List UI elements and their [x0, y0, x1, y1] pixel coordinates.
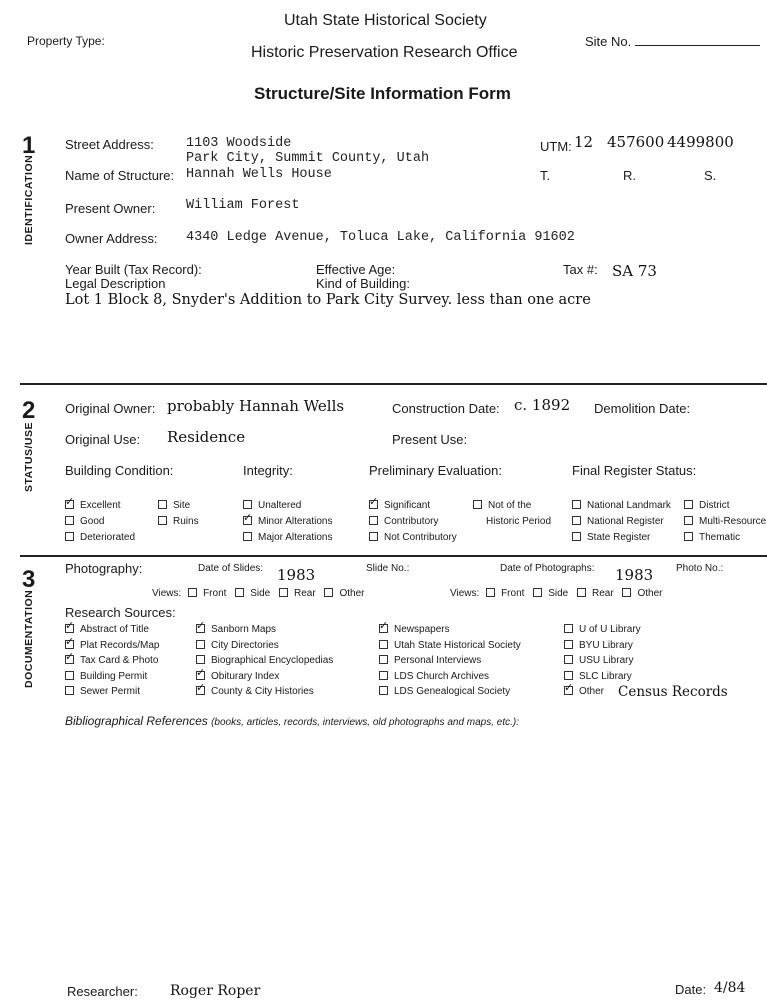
checkbox-district[interactable]: District [684, 500, 730, 511]
source-u-of-u-library[interactable]: U of U Library [564, 624, 641, 635]
checkbox-icon [65, 624, 74, 633]
checkbox-icon [684, 532, 693, 541]
source-newspapers[interactable]: ✓Newspapers [379, 624, 450, 635]
checkbox-icon [65, 532, 74, 541]
research-sources-label: Research Sources: [65, 605, 176, 620]
checkbox-excellent[interactable]: ✓Excellent [65, 500, 121, 511]
legal-description-value: Lot 1 Block 8, Snyder's Addition to Park City Survey. less than one acre [65, 292, 591, 308]
checkbox-icon [65, 640, 74, 649]
checkbox-national-register[interactable]: National Register [572, 516, 664, 527]
checkbox-icon[interactable] [486, 588, 495, 597]
photo-no-label: Photo No.: [676, 563, 724, 574]
checkbox-icon [379, 624, 388, 633]
section-divider-2 [20, 555, 767, 557]
source-building-permit[interactable]: Building Permit [65, 671, 147, 682]
preliminary-evaluation-label: Preliminary Evaluation: [369, 463, 502, 478]
checkbox-state-register[interactable]: State Register [572, 532, 650, 543]
checkbox-icon [243, 516, 252, 525]
checkbox-icon [158, 500, 167, 509]
owner-address-value: 4340 Ledge Avenue, Toluca Lake, California 91602 [186, 230, 575, 245]
structure-name-label: Name of Structure: [65, 168, 175, 183]
street-address-line1: 1103 Woodside [186, 136, 292, 151]
checkbox-good[interactable]: Good [65, 516, 104, 527]
checkbox-significant[interactable]: ✓Significant [369, 500, 430, 511]
org-title: Utah State Historical Society [284, 12, 487, 29]
original-use-label: Original Use: [65, 432, 141, 447]
checkbox-icon [473, 500, 482, 509]
checkbox-icon[interactable] [324, 588, 333, 597]
section-divider-1 [20, 383, 767, 385]
checkbox-icon [158, 516, 167, 525]
structure-name-value: Hannah Wells House [186, 167, 332, 182]
effective-age-label: Effective Age: [316, 262, 396, 277]
year-built-label: Year Built (Tax Record): [65, 262, 202, 277]
checkbox-national-landmark[interactable]: National Landmark [572, 500, 671, 511]
checkbox-site[interactable]: Site [158, 500, 190, 511]
street-address-label: Street Address: [65, 137, 154, 152]
checkbox-icon [564, 624, 573, 633]
property-type-label: Property Type: [27, 34, 105, 48]
form-title: Structure/Site Information Form [254, 84, 511, 103]
checkbox-contributory[interactable]: Contributory [369, 516, 438, 527]
checkbox-not-contributory[interactable]: Not Contributory [369, 532, 457, 543]
researcher-label: Researcher: [67, 984, 138, 999]
checkbox-icon[interactable] [279, 588, 288, 597]
checkbox-icon[interactable] [622, 588, 631, 597]
slide-no-label: Slide No.: [366, 563, 410, 574]
checkbox-icon [65, 671, 74, 680]
checkbox-icon [196, 624, 205, 633]
present-use-label: Present Use: [392, 432, 468, 447]
bibliographical-references: Bibliographical References (books, articles, records, interviews, old photographs and maps, etc.): [65, 714, 520, 728]
utm-label: UTM: [540, 139, 572, 154]
checkbox-icon [572, 532, 581, 541]
date-value: 4/84 [714, 980, 746, 996]
date-of-slides-label: Date of Slides: [198, 563, 264, 574]
source-biographical-encyclopedias[interactable]: Biographical Encyclopedias [196, 655, 333, 666]
checkbox-icon [379, 671, 388, 680]
photo-views: Views: Front Side Rear Other [450, 588, 663, 599]
date-of-photographs-label: Date of Photographs: [500, 563, 595, 574]
date-of-photographs-value: 1983 [615, 566, 654, 584]
range-label: R. [623, 168, 636, 183]
checkbox-icon [379, 640, 388, 649]
checkbox-icon [369, 516, 378, 525]
kind-of-building-label: Kind of Building: [316, 276, 410, 291]
checkbox-icon [196, 671, 205, 680]
checkbox-icon[interactable] [235, 588, 244, 597]
construction-date-value: c. 1892 [514, 396, 571, 414]
source-personal-interviews[interactable]: Personal Interviews [379, 655, 481, 666]
checkbox-unaltered[interactable]: Unaltered [243, 500, 301, 511]
checkbox-icon [684, 516, 693, 525]
source-county-city-histories[interactable]: ✓County & City Histories [196, 686, 314, 697]
checkbox-icon [564, 640, 573, 649]
photography-label: Photography: [65, 561, 143, 576]
source-sewer-permit[interactable]: Sewer Permit [65, 686, 140, 697]
source-sanborn-maps[interactable]: ✓Sanborn Maps [196, 624, 276, 635]
source-lds-church-archives[interactable]: LDS Church Archives [379, 671, 489, 682]
checkbox-icon [196, 655, 205, 664]
checkbox-icon[interactable] [533, 588, 542, 597]
checkbox-major-alterations[interactable]: Major Alterations [243, 532, 332, 543]
checkbox-icon [379, 655, 388, 664]
demolition-date-label: Demolition Date: [594, 401, 691, 416]
street-address-line2: Park City, Summit County, Utah [186, 151, 430, 166]
checkbox-icon [572, 500, 581, 509]
checkbox-icon [196, 640, 205, 649]
section-3-vertical-label: DOCUMENTATION [23, 589, 35, 688]
researcher-value: Roger Roper [170, 983, 261, 999]
section-1-number: 1 [22, 132, 36, 159]
checkbox-icon [65, 516, 74, 525]
checkbox-icon [196, 686, 205, 695]
checkbox-icon [65, 655, 74, 664]
section-1-vertical-label: IDENTIFICATION [23, 154, 35, 245]
source-city-directories[interactable]: City Directories [196, 640, 279, 651]
source-usu-library[interactable]: USU Library [564, 655, 633, 666]
utm-northing: 4499800 [667, 133, 734, 151]
other-source-value: Census Records [618, 684, 728, 700]
utm-zone: 12 [574, 133, 594, 151]
source-tax-card[interactable]: ✓Tax Card & Photo [65, 655, 158, 666]
present-owner-value: William Forest [186, 198, 300, 213]
checkbox-icon [564, 686, 573, 695]
checkbox-icon [379, 686, 388, 695]
office-title: Historic Preservation Research Office [251, 44, 518, 61]
source-obituary-index[interactable]: ✓Obiturary Index [196, 671, 279, 682]
not-of-historic-period-line2: Historic Period [486, 516, 552, 527]
source-byu-library[interactable]: BYU Library [564, 640, 633, 651]
checkbox-icon[interactable] [577, 588, 586, 597]
checkbox-icon [65, 686, 74, 695]
checkbox-icon [572, 516, 581, 525]
present-owner-label: Present Owner: [65, 201, 156, 216]
date-of-slides-value: 1983 [277, 566, 316, 584]
date-label: Date: [675, 982, 707, 997]
tax-number-value: SA 73 [612, 262, 657, 280]
source-other[interactable]: ✓Other [564, 686, 604, 697]
checkbox-icon [564, 671, 573, 680]
checkbox-icon [243, 500, 252, 509]
section-2-vertical-label: STATUS/USE [23, 422, 35, 492]
checkbox-ruins[interactable]: Ruins [158, 516, 199, 527]
source-lds-genealogical-society[interactable]: LDS Genealogical Society [379, 686, 510, 697]
source-utah-state-historical-society[interactable]: Utah State Historical Society [379, 640, 521, 651]
checkbox-icon [65, 500, 74, 509]
source-plat-records[interactable]: ✓Plat Records/Map [65, 640, 159, 651]
source-abstract-of-title[interactable]: ✓Abstract of Title [65, 624, 149, 635]
checkbox-deteriorated[interactable]: Deteriorated [65, 532, 135, 543]
source-slc-library[interactable]: SLC Library [564, 671, 632, 682]
checkbox-icon[interactable] [188, 588, 197, 597]
checkbox-thematic[interactable]: Thematic [684, 532, 740, 543]
building-condition-label: Building Condition: [65, 463, 174, 478]
utm-easting: 457600 [607, 133, 665, 151]
original-owner-label: Original Owner: [65, 401, 156, 416]
integrity-label: Integrity: [243, 463, 293, 478]
section-label: S. [704, 168, 717, 183]
checkbox-multi-resource[interactable]: Multi-Resource [684, 516, 766, 527]
owner-address-label: Owner Address: [65, 231, 158, 246]
legal-description-label: Legal Description [65, 276, 166, 291]
original-owner-value: probably Hannah Wells [167, 397, 345, 415]
original-use-value: Residence [167, 428, 246, 446]
slide-views: Views: Front Side Rear Other [152, 588, 365, 599]
final-register-status-label: Final Register Status: [572, 463, 697, 478]
township-label: T. [540, 168, 551, 183]
checkbox-icon [369, 532, 378, 541]
checkbox-icon [564, 655, 573, 664]
checkbox-icon [684, 500, 693, 509]
checkbox-icon [369, 500, 378, 509]
checkbox-minor-alterations[interactable]: ✓Minor Alterations [243, 516, 332, 527]
section-3-number: 3 [22, 566, 36, 593]
construction-date-label: Construction Date: [392, 401, 500, 416]
tax-number-label: Tax #: [563, 262, 598, 277]
section-2-number: 2 [22, 397, 36, 424]
checkbox-not-of-historic-period[interactable]: Not of the [473, 500, 531, 511]
site-no-label: Site No. [585, 34, 760, 49]
checkbox-icon [243, 532, 252, 541]
